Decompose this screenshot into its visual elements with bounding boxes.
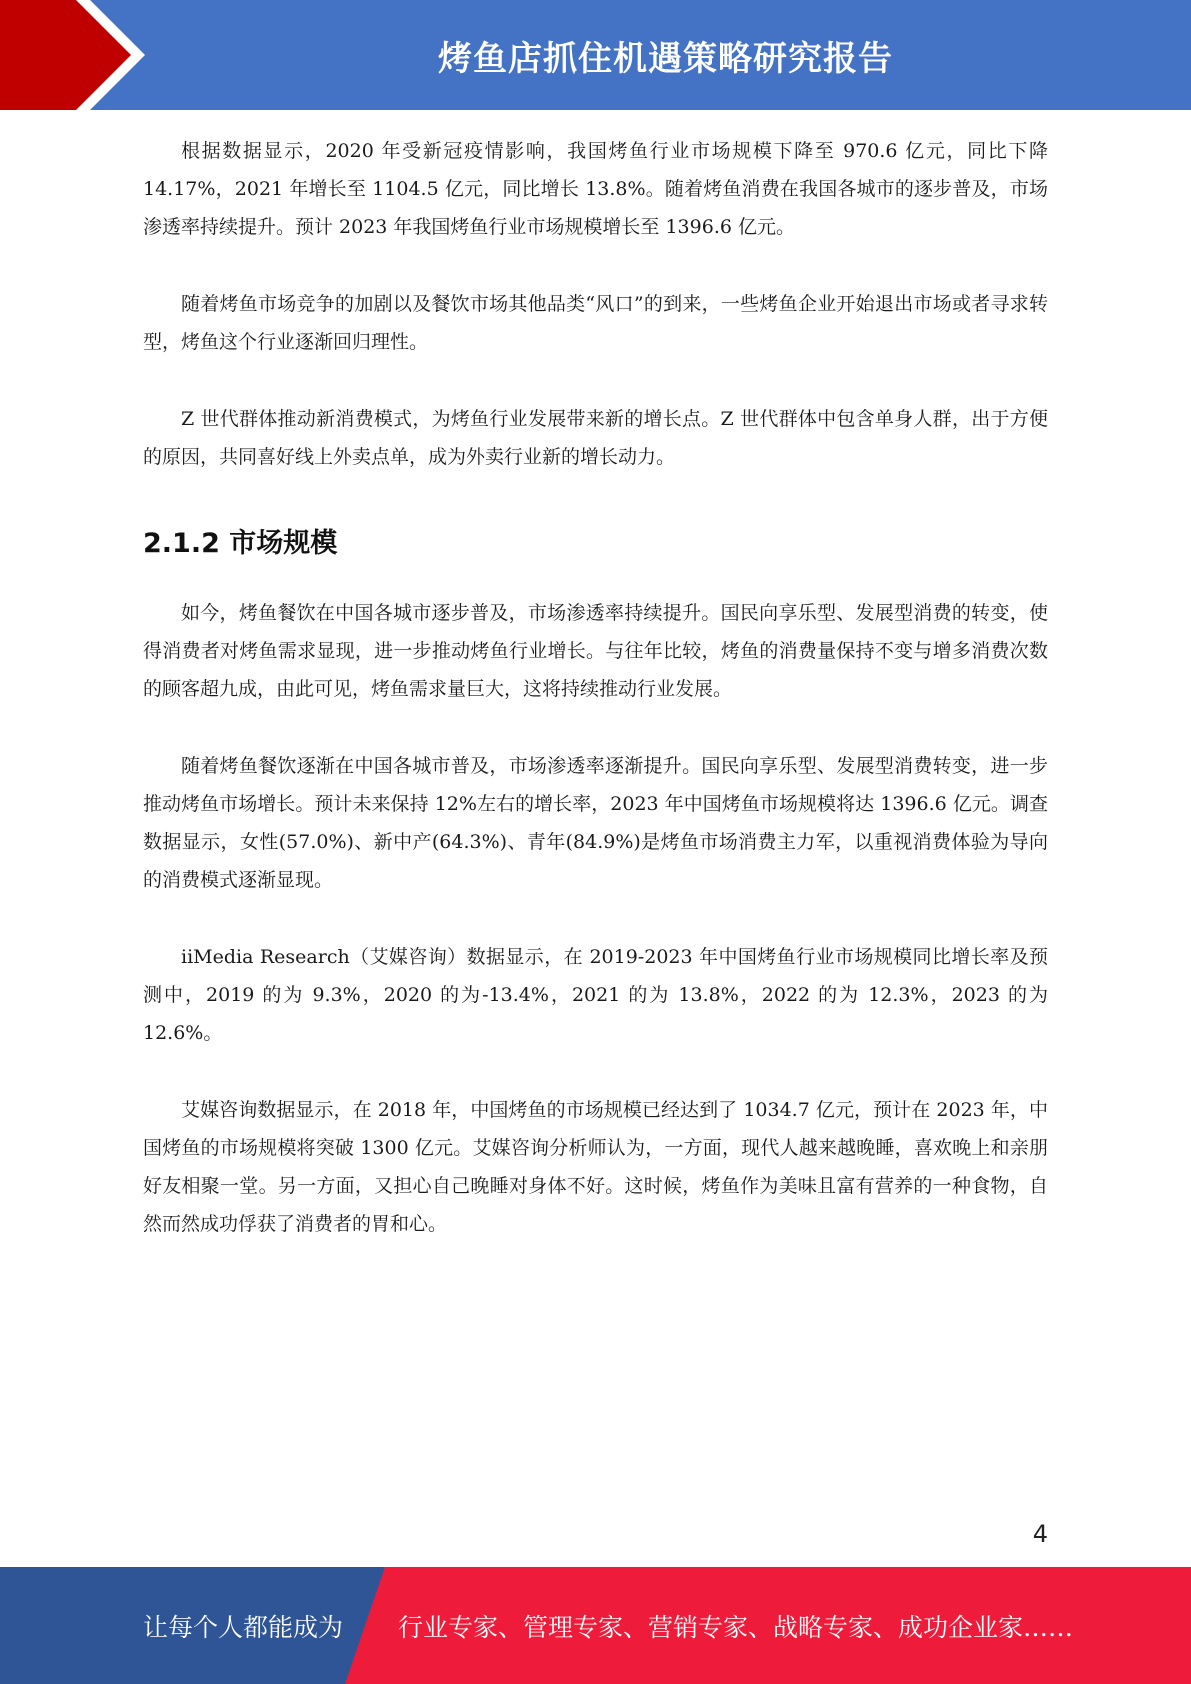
footer-tagline: 行业专家、管理专家、营销专家、战略专家、成功企业家…… bbox=[398, 1612, 1074, 1642]
footer-slogan: 让每个人都能成为 bbox=[143, 1612, 344, 1642]
paragraph: 随着烤鱼餐饮逐渐在中国各城市普及，市场渗透率逐渐提升。国民向享乐型、发展型消费转变，进一步推动烤鱼市场增长。预计未来保持 12%左右的增长率，2023 年中国烤鱼市场规模将达 1396.6 亿元。调查数据显示，女性(57.0%)、新中产(64.3%)、青年(84.9%)是烤鱼市场消费主力军，以重视消费体验为导向的消费模式逐渐显现。 bbox=[143, 755, 1048, 891]
page-header bbox=[0, 0, 1191, 110]
paragraph: 如今，烤鱼餐饮在中国各城市逐步普及，市场渗透率持续提升。国民向享乐型、发展型消费的转变，使得消费者对烤鱼需求显现，进一步推动烤鱼行业增长。与往年比较，烤鱼的消费量保持不变与增多消费次数的顾客超九成，由此可见，烤鱼需求量巨大，这将持续推动行业发展。 bbox=[143, 602, 1048, 700]
section-heading: 2.1.2 市场规模 bbox=[143, 528, 338, 559]
document-body bbox=[143, 132, 1048, 1282]
paragraph: 随着烤鱼市场竞争的加剧以及餐饮市场其他品类“风口”的到来，一些烤鱼企业开始退出市场或者寻求转型，烤鱼这个行业逐渐回归理性。 bbox=[143, 293, 1048, 353]
page-number: 4 bbox=[1032, 1520, 1048, 1548]
report-title: 烤鱼店抓住机遇策略研究报告 bbox=[438, 38, 893, 79]
paragraph: iiMedia Research（艾媒咨询）数据显示，在 2019-2023 年中国烤鱼行业市场规模同比增长率及预测中，2019 的为 9.3%，2020 的为-13.4%，2021 的为 13.8%，2022 的为 12.3%，2023 的为 12.6%。 bbox=[143, 946, 1048, 1044]
page-footer bbox=[0, 1567, 1191, 1684]
paragraph: Z 世代群体推动新消费模式，为烤鱼行业发展带来新的增长点。Z 世代群体中包含单身人群，出于方便的原因，共同喜好线上外卖点单，成为外卖行业新的增长动力。 bbox=[143, 408, 1048, 468]
paragraph: 艾媒咨询数据显示，在 2018 年，中国烤鱼的市场规模已经达到了 1034.7 亿元，预计在 2023 年，中国烤鱼的市场规模将突破 1300 亿元。艾媒咨询分析师认为，一方面，现代人越来越晚睡，喜欢晚上和亲朋好友相聚一堂。另一方面，又担心自己晚睡对身体不好。这时候，烤鱼作为美味且富有营养的一种食物，自然而然成功俘获了消费者的胃和心。 bbox=[143, 1099, 1048, 1235]
paragraph: 根据数据显示，2020 年受新冠疫情影响，我国烤鱼行业市场规模下降至 970.6 亿元，同比下降 14.17%，2021 年增长至 1104.5 亿元，同比增长 13.8%。随着烤鱼消费在我国各城市的逐步普及，市场渗透率持续提升。预计 2023 年我国烤鱼行业市场规模增长至 1396.6 亿元。 bbox=[143, 140, 1048, 238]
